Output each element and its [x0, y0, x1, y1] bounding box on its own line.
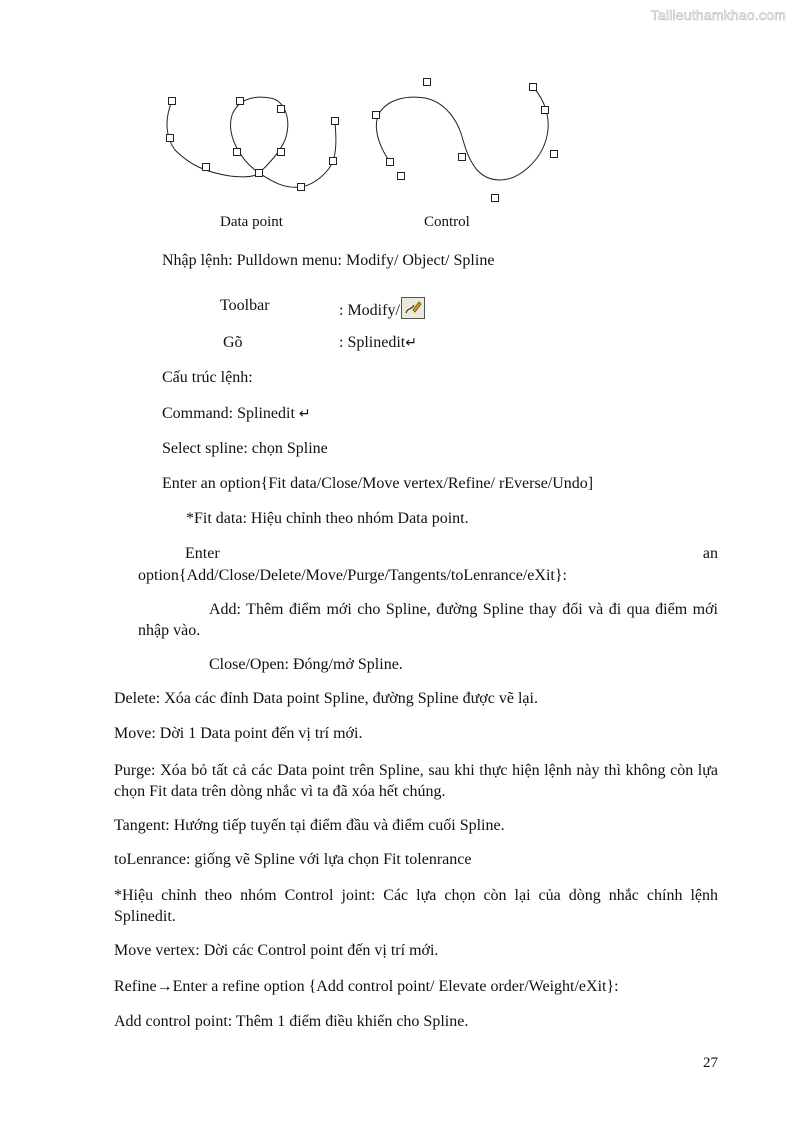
toolbar-value	[339, 297, 425, 320]
control-point-marker	[459, 154, 466, 161]
data-point-marker	[169, 98, 176, 105]
purge-paragraph: Purge: Xóa bỏ tất cả các Data point trên Spline, sau khi thực hiện lệnh này thì không còn lựa chọn Fit data trên dòng nhắc vì ta đã xóa hết chúng.	[114, 762, 718, 800]
data-point-marker	[332, 118, 339, 125]
structure-heading: Cấu trúc lệnh:	[162, 369, 253, 386]
control-point-marker	[398, 173, 405, 180]
go-value	[339, 334, 417, 352]
data-point-marker	[278, 106, 285, 113]
data-point-marker	[278, 149, 285, 156]
option-list: option{Add/Close/Delete/Move/Purge/Tangents/toLenrance/eXit}:	[138, 567, 567, 584]
add-paragraph: Add: Thêm điểm mới cho Spline, đường Spline thay đổi và đi qua điểm mới nhập vào.	[138, 601, 718, 639]
control-point-marker	[551, 151, 558, 158]
an-word: an	[702, 545, 718, 562]
add-control-point-line: Add control point: Thêm 1 điểm điều khiển cho Spline.	[114, 1013, 469, 1030]
tangent-line: Tangent: Hướng tiếp tuyến tại điểm đầu và điểm cuối Spline.	[114, 817, 505, 834]
data-point-marker	[237, 98, 244, 105]
move-vertex-line: Move vertex: Dời các Control point đến vị trí mới.	[114, 942, 439, 959]
toolbar-label: Toolbar	[220, 297, 270, 314]
toolbar-value-text: : Modify/	[339, 302, 400, 319]
data-point-marker	[203, 164, 210, 171]
data-point-marker	[234, 149, 241, 156]
enter-option-line: Enter an option{Fit data/Close/Move vertex/Refine/ rEverse/Undo]	[162, 475, 594, 492]
data-point-marker	[167, 135, 174, 142]
input-command-line: Nhập lệnh: Pulldown menu: Modify/ Object/ Spline	[162, 252, 495, 269]
command-text: Command: Splinedit	[162, 405, 295, 422]
spline-figure	[0, 0, 794, 240]
data-point-spline-curve	[167, 97, 336, 187]
data-point-marker	[298, 184, 305, 191]
select-spline-line: Select spline: chọn Spline	[162, 440, 328, 457]
control-joint-paragraph: *Hiệu chỉnh theo nhóm Control joint: Các lựa chọn còn lại của dòng nhắc chính lệnh Splinedit.	[114, 887, 718, 925]
tolenrance-line: toLenrance: giống vẽ Spline với lựa chọn Fit tolenrance	[114, 851, 472, 868]
figure-caption-control: Control	[424, 214, 470, 230]
control-point-marker	[373, 112, 380, 119]
enter-option-paragraph	[138, 543, 718, 587]
splinedit-tool-icon	[401, 297, 425, 319]
control-point-marker	[424, 79, 431, 86]
move-line: Move: Dời 1 Data point đến vị trí mới.	[114, 725, 363, 742]
enter-word: Enter	[185, 545, 220, 562]
control-spline-curve	[376, 87, 548, 180]
control-point-marker	[530, 84, 537, 91]
return-symbol: ↵	[405, 335, 417, 351]
delete-line: Delete: Xóa các đỉnh Data point Spline, đường Spline được vẽ lại.	[114, 690, 538, 707]
return-symbol: ↵	[298, 406, 311, 422]
figure-caption-data-point: Data point	[220, 214, 283, 230]
refine-line: Refine→Enter a refine option {Add control point/ Elevate order/Weight/eXit}:	[114, 978, 619, 995]
go-label: Gõ	[223, 334, 243, 351]
control-point-marker	[492, 195, 499, 202]
control-point-marker	[387, 159, 394, 166]
control-point-marker	[542, 107, 549, 114]
page-number: 27	[703, 1055, 718, 1071]
data-point-marker	[330, 158, 337, 165]
watermark: Tailieuthamkhao.com	[650, 7, 786, 23]
fit-data-line: *Fit data: Hiệu chỉnh theo nhóm Data point.	[186, 510, 469, 527]
data-point-marker	[256, 170, 263, 177]
command-line	[162, 405, 311, 423]
close-open-line: Close/Open: Đóng/mở Spline.	[209, 656, 403, 673]
go-value-text: : Splinedit	[339, 334, 406, 351]
